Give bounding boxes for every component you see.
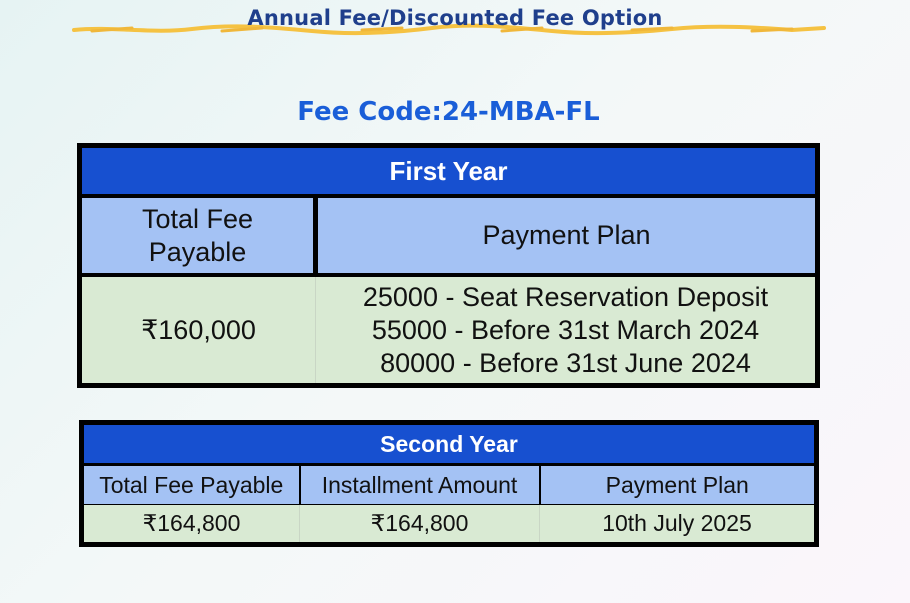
first-year-payment-plan [316,275,818,386]
second-year-total-fee: ₹164,800 [82,505,300,545]
total-fee-header-line2: Payable [148,236,247,267]
total-fee-header [80,196,316,275]
payment-plan-header: Payment Plan [540,465,817,505]
second-year-fee-table [79,420,819,547]
total-fee-header-line1: Total Fee [141,203,254,234]
payment-plan-header: Payment Plan [316,196,818,275]
first-year-title: First Year [80,146,818,197]
fee-code-title: Fee Code:24-MBA-FL [297,97,600,127]
total-fee-payable-header: Total Fee Payable [82,465,300,505]
first-year-fee-table [77,143,820,388]
installment-amount-header: Installment Amount [300,465,540,505]
second-year-payment-date: 10th July 2025 [540,505,817,545]
second-year-title: Second Year [82,423,817,465]
page-heading: Annual Fee/Discounted Fee Option [247,6,663,30]
second-year-installment: ₹164,800 [300,505,540,545]
plan-line: 80000 - Before 31st June 2024 [380,347,751,378]
first-year-total-fee: ₹160,000 [80,275,316,386]
plan-line: 25000 - Seat Reservation Deposit [362,281,769,312]
plan-line: 55000 - Before 31st March 2024 [371,314,760,345]
